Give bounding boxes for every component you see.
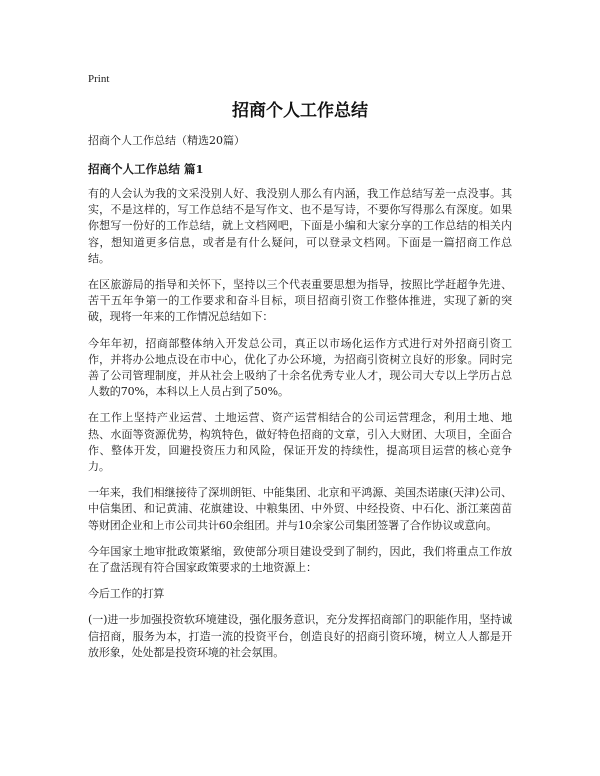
paragraph-plan-heading: 今后工作的打算 [88, 587, 165, 601]
print-link[interactable]: Print [88, 73, 110, 85]
page-title: 招商个人工作总结 [232, 101, 368, 121]
paragraph-early-year: 今年年初，招商部整体纳入开发总公司，真正以市场化运作方式进行对外招商引资工作，并将办公地点设在市中心，优化了办公环境，为招商引资树立良好的形象。同时完善了公司管理制度，并从社会上吸纳了十余名优秀专业人才，现公司大专以上学历占总人数的70%，本科以上人员占到了50%。 [88, 336, 512, 399]
paragraph-land-policy: 今年国家土地审批政策紧缩，致使部分项目建设受到了制约，因此，我们将重点工作放在了盘活现有符合国家政策要求的土地资源上： [88, 544, 512, 575]
paragraph-guidance: 在区旅游局的指导和关怀下，坚持以三个代表重要思想为指导，按照比学赶超争先进、苦干五年争第一的工作要求和奋斗目标，项目招商引资工作整体推进，实现了新的突破，现将一年来的工作情况总结如下： [88, 278, 512, 324]
paragraph-plan-one: (一)进一步加强投资软环境建设，强化服务意识，充分发挥招商部门的职能作用，坚持诚信招商，服务为本，打造一流的投资平台，创造良好的招商引资环境，树立人人都是开放形象，处处都是投资环境的社会氛围。 [88, 613, 512, 659]
section-heading: 招商个人工作总结 篇1 [88, 162, 204, 176]
paragraph-reception: 一年来，我们相继接待了深圳朗钜、中能集团、北京和平鸿源、美国杰诺康(天津)公司、中信集团、和记黄浦、花旗建设、中粮集团、中外贸、中经投资、中石化、浙江莱茵苗等财团企业和上市公司共计60余组团。并与10余家公司集团签署了合作协议或意向。 [88, 486, 512, 532]
document-subtitle: 招商个人工作总结（精选20篇） [88, 134, 245, 147]
paragraph-operation: 在工作上坚持产业运营、土地运营、资产运营相结合的公司运营理念，利用土地、地热、水面等资源优势，构筑特色，做好特色招商的文章，引入大财团、大项目，全面合作、整体开发，回避投资压力和风险，保证开发的持续性，提高项目运营的核心竞争力。 [88, 411, 512, 474]
paragraph-intro: 有的人会认为我的文采没别人好、我没别人那么有内涵，我工作总结写差一点没事。其实，不是这样的，写工作总结不是写作文、也不是写诗，不要你写得那么有深度。如果你想写一份好的工作总结，就上文档网吧，下面是小编和大家分享的工作总结的相关内容，想知道更多信息，或者是有什么疑问，可以登录文档网。下面是一篇招商工作总结。 [88, 187, 512, 265]
